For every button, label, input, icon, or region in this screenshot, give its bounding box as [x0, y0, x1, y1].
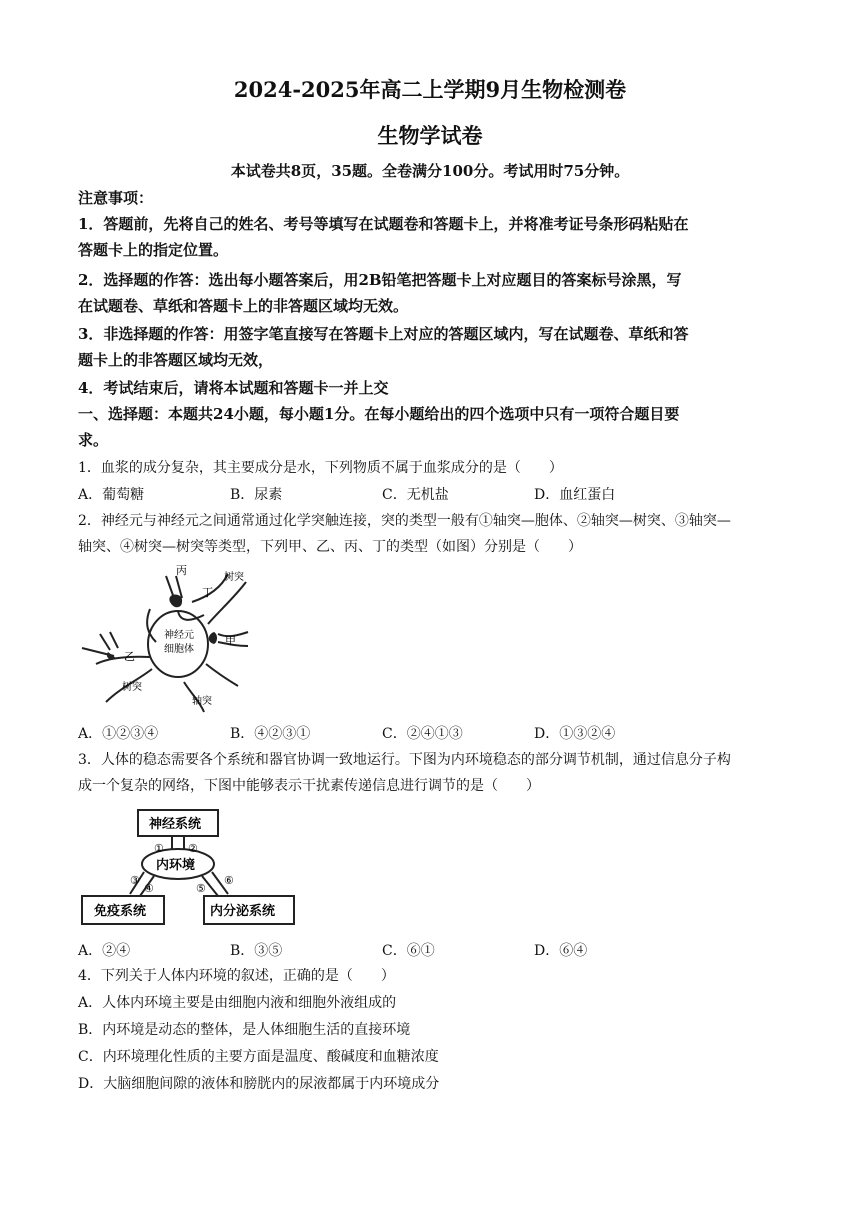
question-2-option-c: C．②④①③: [382, 726, 463, 742]
notice-item-2-line-1: 2．选择题的作答：选出每小题答案后，用2B铅笔把答题卡上对应题目的答案标号涂黑，写: [78, 271, 682, 289]
question-3-option-a: A．②④: [78, 943, 131, 959]
notice-item-1-line-1: 1．答题前，先将自己的姓名、考号等填写在试题卷和答题卡上，并将准考证号条形码粘贴在: [78, 215, 689, 233]
question-4-choice-d: D．大脑细胞间隙的液体和膀胱内的尿液都属于内环境成分: [78, 1076, 440, 1092]
question-3-stem-line-2: 成一个复杂的网络，下图中能够表示干扰素传递信息进行调节的是（ ）: [78, 778, 540, 794]
svg-text:③: ③: [130, 874, 140, 887]
question-2-option-d: D．①③②④: [534, 726, 616, 742]
label-dendrite-bottom: 树突: [122, 682, 142, 693]
label-dendrite-top: 树突: [224, 572, 244, 583]
question-3-option-b: B．③⑤: [230, 943, 283, 959]
notice-item-1-line-2: 答题卡上的指定位置。: [78, 241, 229, 259]
svg-text:⑥: ⑥: [224, 874, 234, 887]
question-2-option-a: A．①②③④: [78, 726, 159, 742]
question-1-stem: 1．血浆的成分复杂，其主要成分是水，下列物质不属于血浆成分的是（ ）: [78, 460, 563, 476]
label-bing: 丙: [176, 564, 187, 577]
section-heading-line-2: 求。: [78, 431, 109, 449]
label-jia: 甲: [225, 634, 236, 647]
notice-item-4: 4．考试结束后，请将本试题和答题卡一并上交: [78, 379, 389, 397]
question-1-option-d: D．血红蛋白: [534, 487, 616, 503]
notice-item-3-line-2: 题卡上的非答题区域均无效，: [78, 351, 274, 369]
internal-environment-label: 内环境: [156, 858, 196, 873]
notice-heading: 注意事项：: [78, 189, 154, 207]
svg-text:①: ①: [154, 842, 164, 855]
label-ding: 丁: [202, 586, 213, 599]
question-4-choice-a: A．人体内环境主要是由细胞内液和细胞外液组成的: [78, 995, 397, 1011]
svg-text:⑤: ⑤: [196, 882, 206, 895]
question-3-option-d: D．⑥④: [534, 943, 588, 959]
exam-subtitle: 生物学试卷: [377, 123, 483, 148]
exam-title: 2024-2025年高二上学期9月生物检测卷: [233, 77, 627, 102]
question-2-option-b: B．④②③①: [230, 726, 311, 742]
question-3-stem-line-1: 3．人体的稳态需要各个系统和器官协调一致地运行。下图为内环境稳态的部分调节机制，通过信息分子构: [78, 752, 731, 768]
notice-item-2-line-2: 在试题卷、草纸和答题卡上的非答题区域均无效。: [78, 297, 409, 315]
question-2-stem-line-2: 轴突、④树突—树突等类型，下列甲、乙、丙、丁的类型（如图）分别是（ ）: [78, 539, 582, 555]
question-4-choice-c: C．内环境理化性质的主要方面是温度、酸碱度和血糖浓度: [78, 1049, 439, 1065]
question-1-option-a: A．葡萄糖: [78, 487, 145, 503]
exam-info: 本试卷共8页，35题。全卷满分100分。考试用时75分钟。: [230, 162, 630, 180]
label-axon: 轴突: [192, 696, 212, 707]
synapse-diagram: [78, 562, 253, 714]
question-1-option-c: C．无机盐: [382, 487, 449, 503]
homeostasis-diagram: [78, 806, 298, 930]
notice-item-3-line-1: 3．非选择题的作答：用签字笔直接写在答题卡上对应的答题区域内，写在试题卷、草纸和答: [78, 325, 689, 343]
section-heading-line-1: 一、选择题：本题共24小题，每小题1分。在每小题给出的四个选项中只有一项符合题目要: [78, 405, 680, 423]
svg-text:④: ④: [144, 882, 154, 895]
label-cell-line-2: 细胞体: [164, 644, 194, 655]
question-4-stem: 4．下列关于人体内环境的叙述，正确的是（ ）: [78, 968, 395, 984]
nervous-system-label: 神经系统: [149, 817, 202, 832]
question-3-option-c: C．⑥①: [382, 943, 435, 959]
endocrine-system-label: 内分泌系统: [210, 904, 276, 919]
question-4-choice-b: B．内环境是动态的整体，是人体细胞生活的直接环境: [78, 1022, 411, 1038]
label-yi: 乙: [124, 650, 135, 663]
label-cell-line-1: 神经元: [164, 630, 194, 641]
immune-system-label: 免疫系统: [94, 904, 147, 919]
svg-text:②: ②: [188, 842, 198, 855]
question-1-option-b: B．尿素: [230, 487, 283, 503]
question-2-stem-line-1: 2．神经元与神经元之间通常通过化学突触连接，突的类型一般有①轴突—胞体、②轴突—树突、③轴突—: [78, 513, 731, 529]
